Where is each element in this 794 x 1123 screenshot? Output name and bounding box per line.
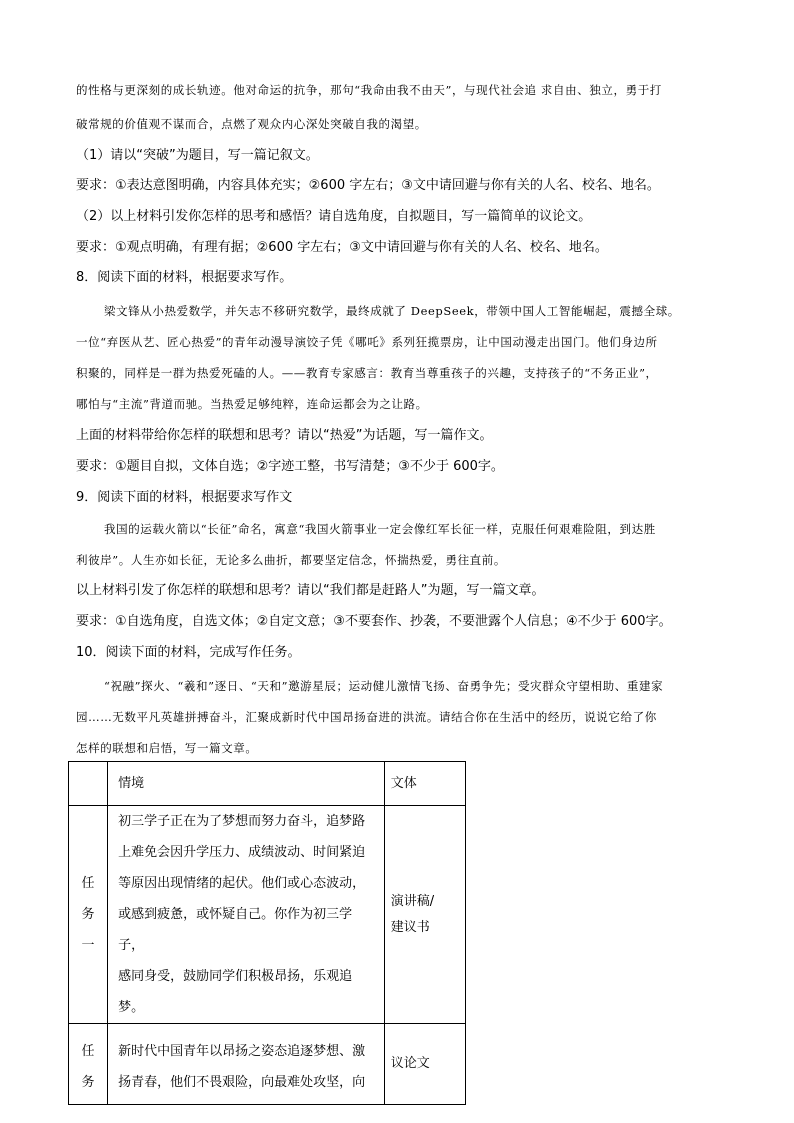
q10-heading: 10．阅读下面的材料，完成写作任务。 [76, 645, 301, 660]
genre-line: 建议书 [390, 919, 430, 935]
material-intro-line-1: 的性格与更深刻的成长轨迹。他对命运的抗争，那句“我命由我不由天”，与现代社会追 求自由、独立，勇于打 [76, 83, 662, 97]
table-header-situation: 情境 [108, 762, 385, 806]
q7-requirement-2: 要求：①观点明确，有理有据；②600 字左右；③文中请回避与你有关的人名、校名、地名。 [76, 240, 608, 255]
table-header-blank [69, 762, 108, 806]
table-header-row [69, 762, 466, 806]
task-label-char: 务 [81, 907, 95, 922]
q9-prompt: 以上材料引发了你怎样的联想和思考？请以“我们都是赶路人”为题，写一篇文章。 [76, 583, 545, 598]
q8-prompt: 上面的材料带给你怎样的联想和思考？请以“热爱”为话题，写一篇作文。 [76, 428, 493, 443]
q8-material-line-1: 梁文锋从小热爱数学，并矢志不移研究数学，最终成就了 DeepSeek，带领中国人工智能崛起，震撼全球。 [104, 304, 680, 318]
table-row [69, 806, 466, 1024]
situation-line: 初三学子正在为了梦想而努力奋斗，追梦路 [118, 814, 366, 829]
situation-line: 感同身受，鼓励同学们积极昂扬，乐观追梦。 [118, 969, 353, 1015]
situation-line: 上难免会因升学压力、成绩波动、时间紧迫 [118, 845, 366, 860]
table-row [69, 1024, 466, 1105]
q8-requirement: 要求：①题目自拟，文体自选；②字迹工整，书写清楚；③不少于 600字。 [76, 459, 504, 474]
q8-material-line-2: 一位“弃医从艺、匠心热爱”的青年动漫导演饺子凭《哪吒》系列狂揽票房，让中国动漫走出国门。他们身边所 [76, 335, 658, 349]
q9-heading: 9．阅读下面的材料，根据要求写作文 [76, 490, 293, 505]
genre-cell [384, 806, 465, 1024]
q9-requirement: 要求：①自选角度，自选文体；②自定文意；③不要套作、抄袭，不要泄露个人信息；④不少于 600字。 [76, 614, 672, 629]
task-label-char: 任 [81, 1044, 95, 1059]
q9-material-line-2: 利彼岸”。人生亦如长征，无论多么曲折，都要坚定信念，怀揣热爱，勇往直前。 [76, 553, 506, 567]
task-label-char: 务 [81, 1075, 95, 1090]
task-label-char: 任 [81, 876, 95, 891]
situation-line: 扬青春，他们不畏艰险，向最难处攻坚，向 [118, 1075, 366, 1090]
situation-line: 新时代中国青年以昂扬之姿态追逐梦想、激 [118, 1044, 366, 1059]
q10-material-line-2: 园……无数平凡英雄拼搏奋斗，汇聚成新时代中国昂扬奋进的洪流。请结合你在生活中的经历，说说它给了你 [76, 710, 657, 724]
genre-cell: 议论文 [384, 1024, 465, 1105]
task-label-cell [69, 1024, 108, 1105]
table-header-genre: 文体 [384, 762, 465, 806]
writing-task-table [68, 761, 466, 1105]
q10-material-line-3: 怎样的联想和启悟，写一篇文章。 [76, 741, 258, 755]
situation-line: 或感到疲惫，或怀疑自己。你作为初三学子， [118, 907, 353, 953]
q7-task-1: （1）请以“突破”为题目，写一篇记叙文。 [76, 148, 319, 163]
material-intro-line-2: 破常规的价值观不谋而合，点燃了观众内心深处突破自我的渴望。 [76, 117, 427, 131]
q8-heading: 8．阅读下面的材料，根据要求写作。 [76, 270, 293, 285]
q8-material-line-3: 积聚的，同样是一群为热爱死磕的人。——教育专家感言：教育当尊重孩子的兴趣，支持孩子的“不务正业”， [76, 366, 658, 380]
situation-cell [108, 806, 385, 1024]
q10-material-line-1: “祝融”探火、“羲和”逐日、“天和”邀游星辰；运动健儿激情飞扬、奋勇争先；受灾群众守望相助、重建家 [104, 679, 664, 693]
situation-cell [108, 1024, 385, 1105]
task-label-cell [69, 806, 108, 1024]
situation-line: 等原因出现情绪的起伏。他们或心态波动， [118, 876, 366, 891]
q7-requirement-1: 要求：①表达意图明确，内容具体充实；②600 字左右；③文中请回避与你有关的人名、校名、地名。 [76, 178, 660, 193]
q8-material-line-4: 哪怕与“主流”背道而驰。当热爱足够纯粹，连命运都会为之让路。 [76, 397, 428, 411]
q7-task-2: （2）以上材料引发你怎样的思考和感悟？请自选角度，自拟题目，写一篇简单的议论文。 [76, 209, 592, 224]
q9-material-line-1: 我国的运载火箭以“长征”命名，寓意“我国火箭事业一定会像红军长征一样，克服任何艰难险阻，到达胜 [104, 522, 656, 536]
genre-line: 演讲稿/ [390, 893, 435, 909]
task-label-char: 一 [81, 938, 95, 953]
